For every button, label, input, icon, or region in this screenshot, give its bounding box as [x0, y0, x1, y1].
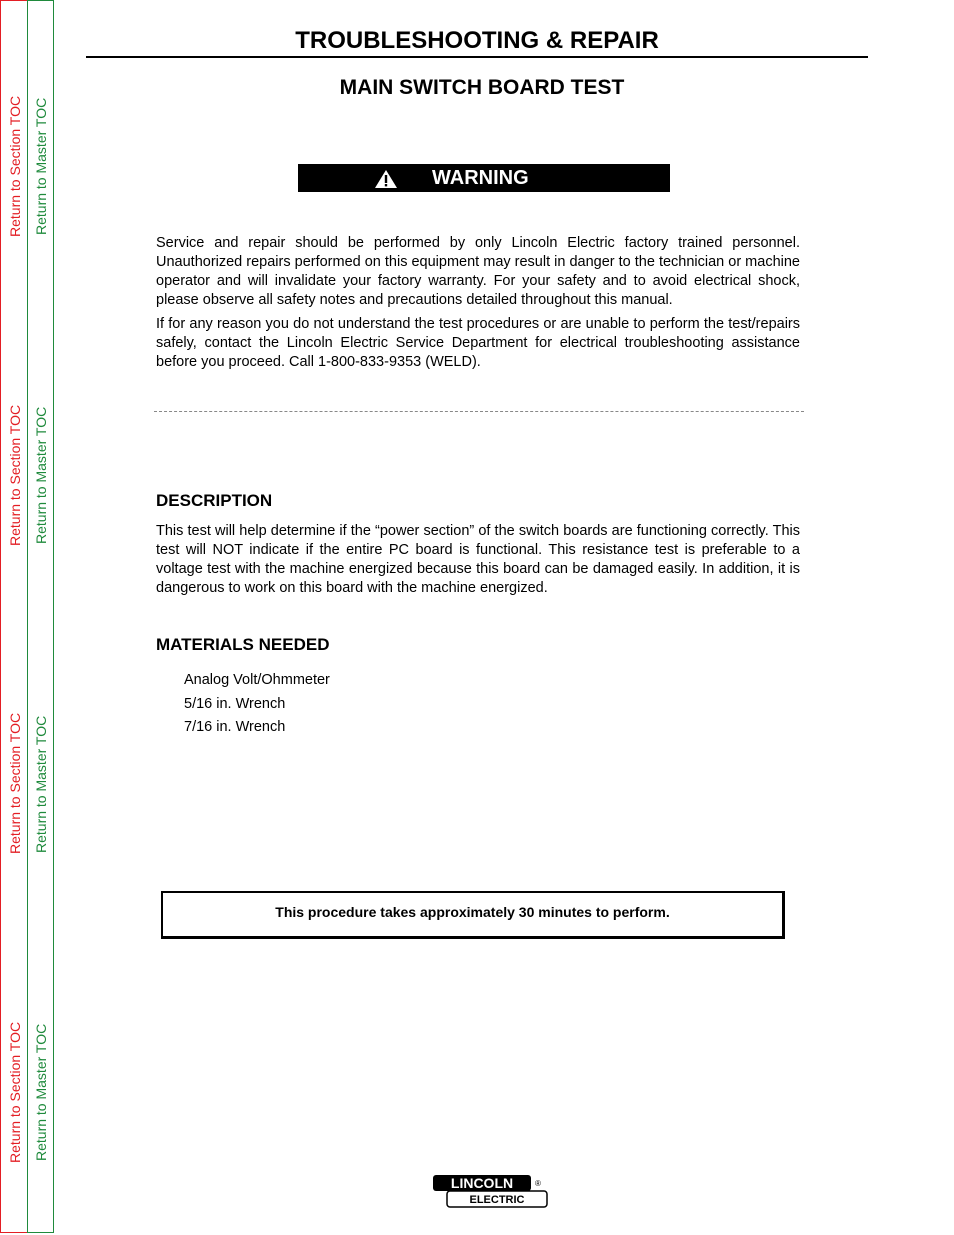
warning-triangle-icon: [374, 169, 398, 189]
return-to-section-toc-link[interactable]: Return to Section TOC: [7, 712, 23, 854]
logo-top-text: LINCOLN: [450, 1175, 514, 1191]
return-to-section-toc-link[interactable]: Return to Section TOC: [7, 95, 23, 237]
list-item: 5/16 in. Wrench: [184, 695, 286, 712]
return-to-master-toc-link[interactable]: Return to Master TOC: [33, 1023, 49, 1161]
divider: [154, 411, 804, 412]
description-heading: DESCRIPTION: [156, 491, 273, 510]
registered-mark: ®: [535, 1179, 541, 1188]
warning-label: WARNING: [432, 166, 529, 189]
procedure-time-note: This procedure takes approximately 30 minutes to perform.: [161, 891, 785, 939]
materials-heading: MATERIALS NEEDED: [156, 635, 330, 654]
header-title: TROUBLESHOOTING & REPAIR: [86, 26, 868, 58]
list-item: 7/16 in. Wrench: [184, 719, 286, 735]
description-text: This test will help determine if the “power section” of the switch boards are functioning correctly. This test will NOT indicate if the entire PC board is functional. This resistance test is preferable to a voltage test with the machine energized because this board can be damaged easily. In addition, it is dangerous to work on this board with the machine energized.: [156, 523, 800, 596]
return-to-master-toc-link[interactable]: Return to Master TOC: [33, 715, 49, 853]
warning-paragraph: If for any reason you do not understand the test procedures or are unable to perform the test/repairs safely, contact the Lincoln Electric Service Department for electrical troubleshooting assistance before you proceed. Call 1-800-833-9353 (WELD).: [156, 316, 800, 370]
return-to-master-toc-link[interactable]: Return to Master TOC: [33, 406, 49, 544]
master-toc-column: [27, 0, 54, 1233]
materials-list: [184, 669, 330, 740]
page-title: MAIN SWITCH BOARD TEST: [339, 76, 625, 99]
logo-bottom-text: ELECTRIC: [469, 1194, 525, 1206]
return-to-master-toc-link[interactable]: Return to Master TOC: [33, 97, 49, 235]
warning-text: [156, 234, 800, 377]
return-to-section-toc-link[interactable]: Return to Section TOC: [7, 404, 23, 546]
list-item: Analog Volt/Ohmmeter: [184, 672, 330, 688]
warning-paragraph: Service and repair should be performed by only Lincoln Electric factory trained personnel. Unauthorized repairs performed on this equipment may result in danger to the technician or machine operator and will invalidate your factory warranty. For your safety and to avoid electrical shock, please observe all safety notes and precautions detailed throughout this manual.: [156, 235, 800, 308]
warning-banner: [298, 164, 670, 192]
section-toc-column: [0, 0, 27, 1233]
return-to-section-toc-link[interactable]: Return to Section TOC: [7, 1021, 23, 1163]
lincoln-electric-logo: [432, 1174, 548, 1208]
